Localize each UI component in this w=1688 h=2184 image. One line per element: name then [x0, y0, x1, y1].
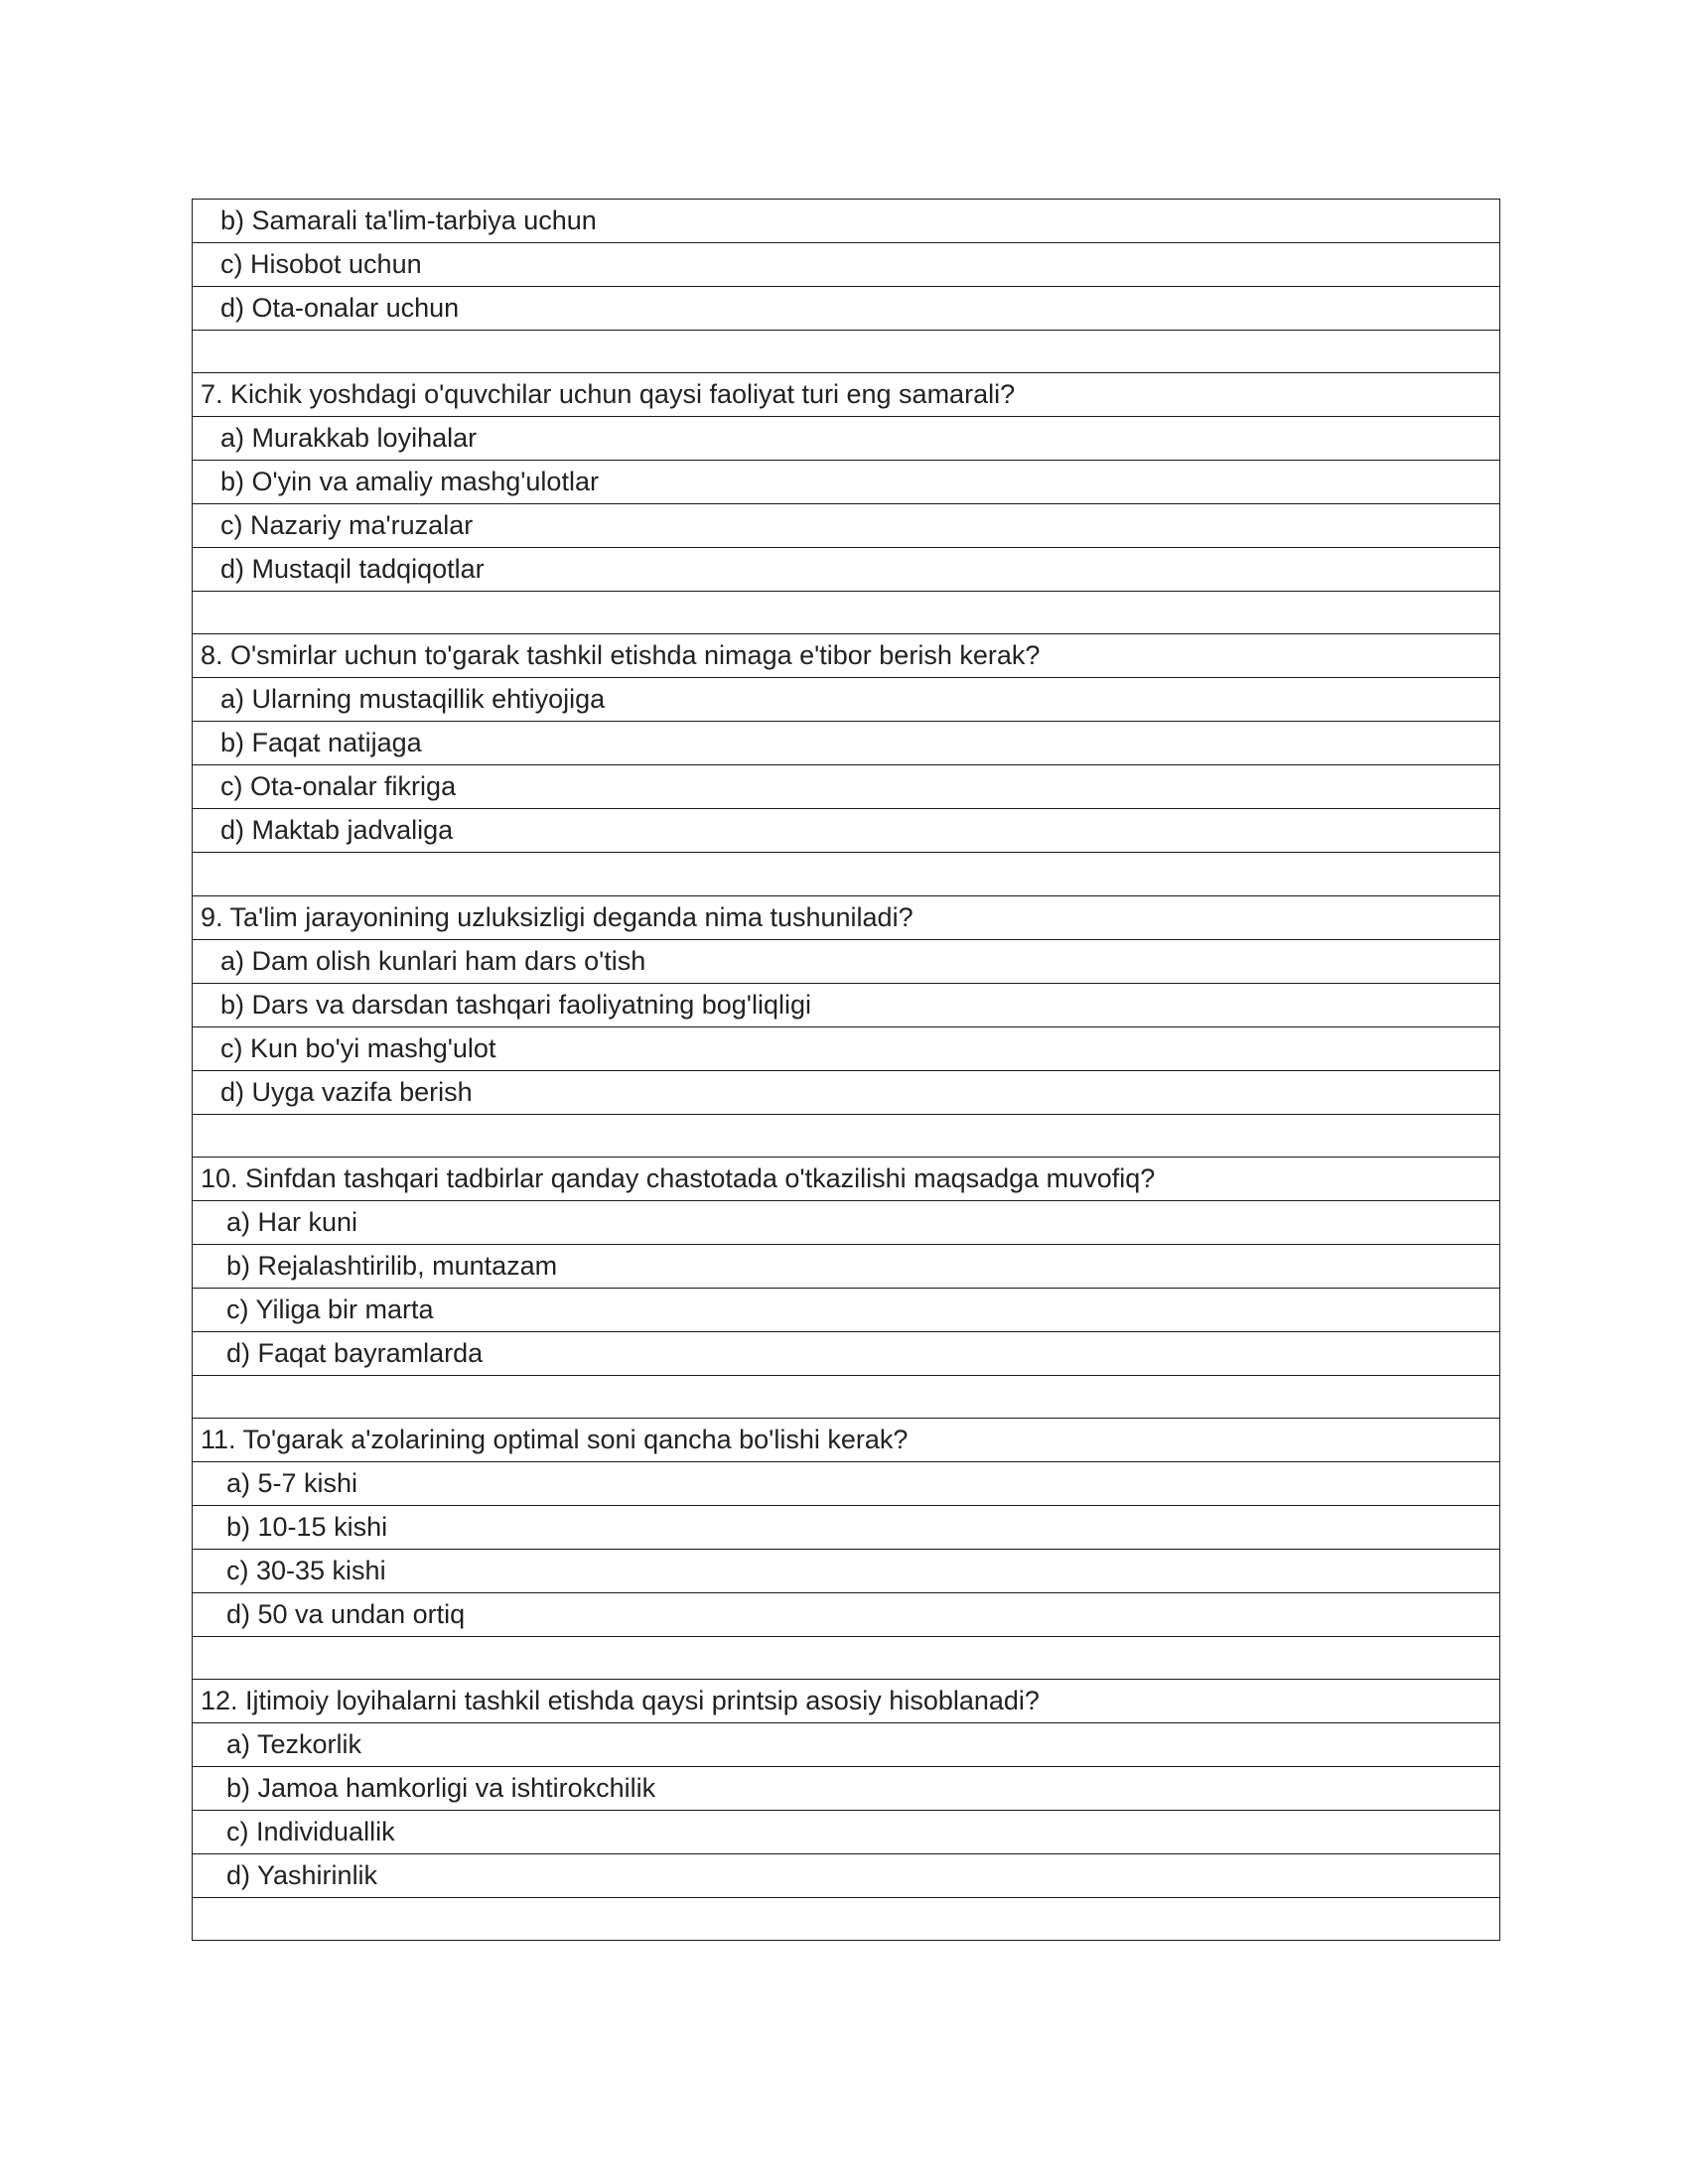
option-text: c) 30-35 kishi — [193, 1549, 1500, 1592]
option-text: c) Yiliga bir marta — [193, 1288, 1500, 1331]
option-row — [193, 1461, 1500, 1505]
blank-cell — [193, 1898, 1500, 1941]
option-row — [193, 417, 1500, 461]
option-text: a) Ularning mustaqillik ehtiyojiga — [193, 678, 1500, 722]
option-row — [193, 765, 1500, 809]
option-row — [193, 287, 1500, 331]
option-row — [193, 1767, 1500, 1811]
option-row — [193, 548, 1500, 592]
option-text: a) Har kuni — [193, 1200, 1500, 1244]
option-text: c) Kun bo'yi mashg'ulot — [193, 1026, 1500, 1070]
option-row — [193, 200, 1500, 243]
option-text: a) Tezkorlik — [193, 1723, 1500, 1767]
option-text: d) Uyga vazifa berish — [193, 1070, 1500, 1114]
blank-cell — [193, 1375, 1500, 1418]
option-row — [193, 1288, 1500, 1331]
option-text: d) Faqat bayramlarda — [193, 1331, 1500, 1375]
question-row — [193, 373, 1500, 417]
question-row — [193, 634, 1500, 678]
option-row — [193, 461, 1500, 504]
option-text: b) Faqat natijaga — [193, 722, 1500, 765]
option-text: d) Maktab jadvaliga — [193, 809, 1500, 853]
blank-row — [193, 331, 1500, 373]
quiz-table — [192, 199, 1500, 1941]
option-text: a) Murakkab loyihalar — [193, 417, 1500, 461]
blank-cell — [193, 1114, 1500, 1157]
option-text: b) Rejalashtirilib, muntazam — [193, 1244, 1500, 1288]
option-row — [193, 504, 1500, 548]
blank-row — [193, 1636, 1500, 1679]
question-text: 12. Ijtimoiy loyihalarni tashkil etishda qaysi printsip asosiy hisoblanadi? — [193, 1680, 1500, 1723]
option-row — [193, 722, 1500, 765]
option-text: b) O'yin va amaliy mashg'ulotlar — [193, 461, 1500, 504]
question-row — [193, 895, 1500, 939]
option-text: a) 5-7 kishi — [193, 1461, 1500, 1505]
option-row — [193, 1200, 1500, 1244]
blank-row — [193, 1898, 1500, 1941]
option-row — [193, 1070, 1500, 1114]
option-row — [193, 1026, 1500, 1070]
option-text: d) 50 va undan ortiq — [193, 1592, 1500, 1636]
blank-row — [193, 1375, 1500, 1418]
blank-cell — [193, 331, 1500, 373]
blank-row — [193, 853, 1500, 895]
option-row — [193, 243, 1500, 287]
option-row — [193, 1723, 1500, 1767]
option-text: d) Yashirinlik — [193, 1854, 1500, 1898]
question-row — [193, 1157, 1500, 1200]
question-row — [193, 1680, 1500, 1723]
option-row — [193, 983, 1500, 1026]
option-text: b) Samarali ta'lim-tarbiya uchun — [193, 200, 1500, 243]
question-text: 10. Sinfdan tashqari tadbirlar qanday chastotada o'tkazilishi maqsadga muvofiq? — [193, 1157, 1500, 1200]
blank-cell — [193, 592, 1500, 634]
quiz-table-body — [193, 200, 1500, 1941]
blank-row — [193, 592, 1500, 634]
blank-cell — [193, 853, 1500, 895]
blank-cell — [193, 1636, 1500, 1679]
option-text: c) Nazariy ma'ruzalar — [193, 504, 1500, 548]
option-row — [193, 1854, 1500, 1898]
question-text: 9. Ta'lim jarayonining uzluksizligi deganda nima tushuniladi? — [193, 895, 1500, 939]
option-row — [193, 1331, 1500, 1375]
question-row — [193, 1418, 1500, 1461]
option-text: c) Hisobot uchun — [193, 243, 1500, 287]
option-row — [193, 1811, 1500, 1854]
option-row — [193, 1505, 1500, 1549]
option-text: d) Ota-onalar uchun — [193, 287, 1500, 331]
question-text: 8. O'smirlar uchun to'garak tashkil etishda nimaga e'tibor berish kerak? — [193, 634, 1500, 678]
question-text: 7. Kichik yoshdagi o'quvchilar uchun qaysi faoliyat turi eng samarali? — [193, 373, 1500, 417]
option-text: b) 10-15 kishi — [193, 1505, 1500, 1549]
option-row — [193, 809, 1500, 853]
question-text: 11. To'garak a'zolarining optimal soni qancha bo'lishi kerak? — [193, 1418, 1500, 1461]
option-text: c) Ota-onalar fikriga — [193, 765, 1500, 809]
option-row — [193, 1592, 1500, 1636]
option-row — [193, 1549, 1500, 1592]
option-row — [193, 939, 1500, 983]
option-text: b) Jamoa hamkorligi va ishtirokchilik — [193, 1767, 1500, 1811]
option-text: d) Mustaqil tadqiqotlar — [193, 548, 1500, 592]
option-text: a) Dam olish kunlari ham dars o'tish — [193, 939, 1500, 983]
blank-row — [193, 1114, 1500, 1157]
option-row — [193, 1244, 1500, 1288]
option-text: b) Dars va darsdan tashqari faoliyatning bog'liqligi — [193, 983, 1500, 1026]
option-row — [193, 678, 1500, 722]
option-text: c) Individuallik — [193, 1811, 1500, 1854]
